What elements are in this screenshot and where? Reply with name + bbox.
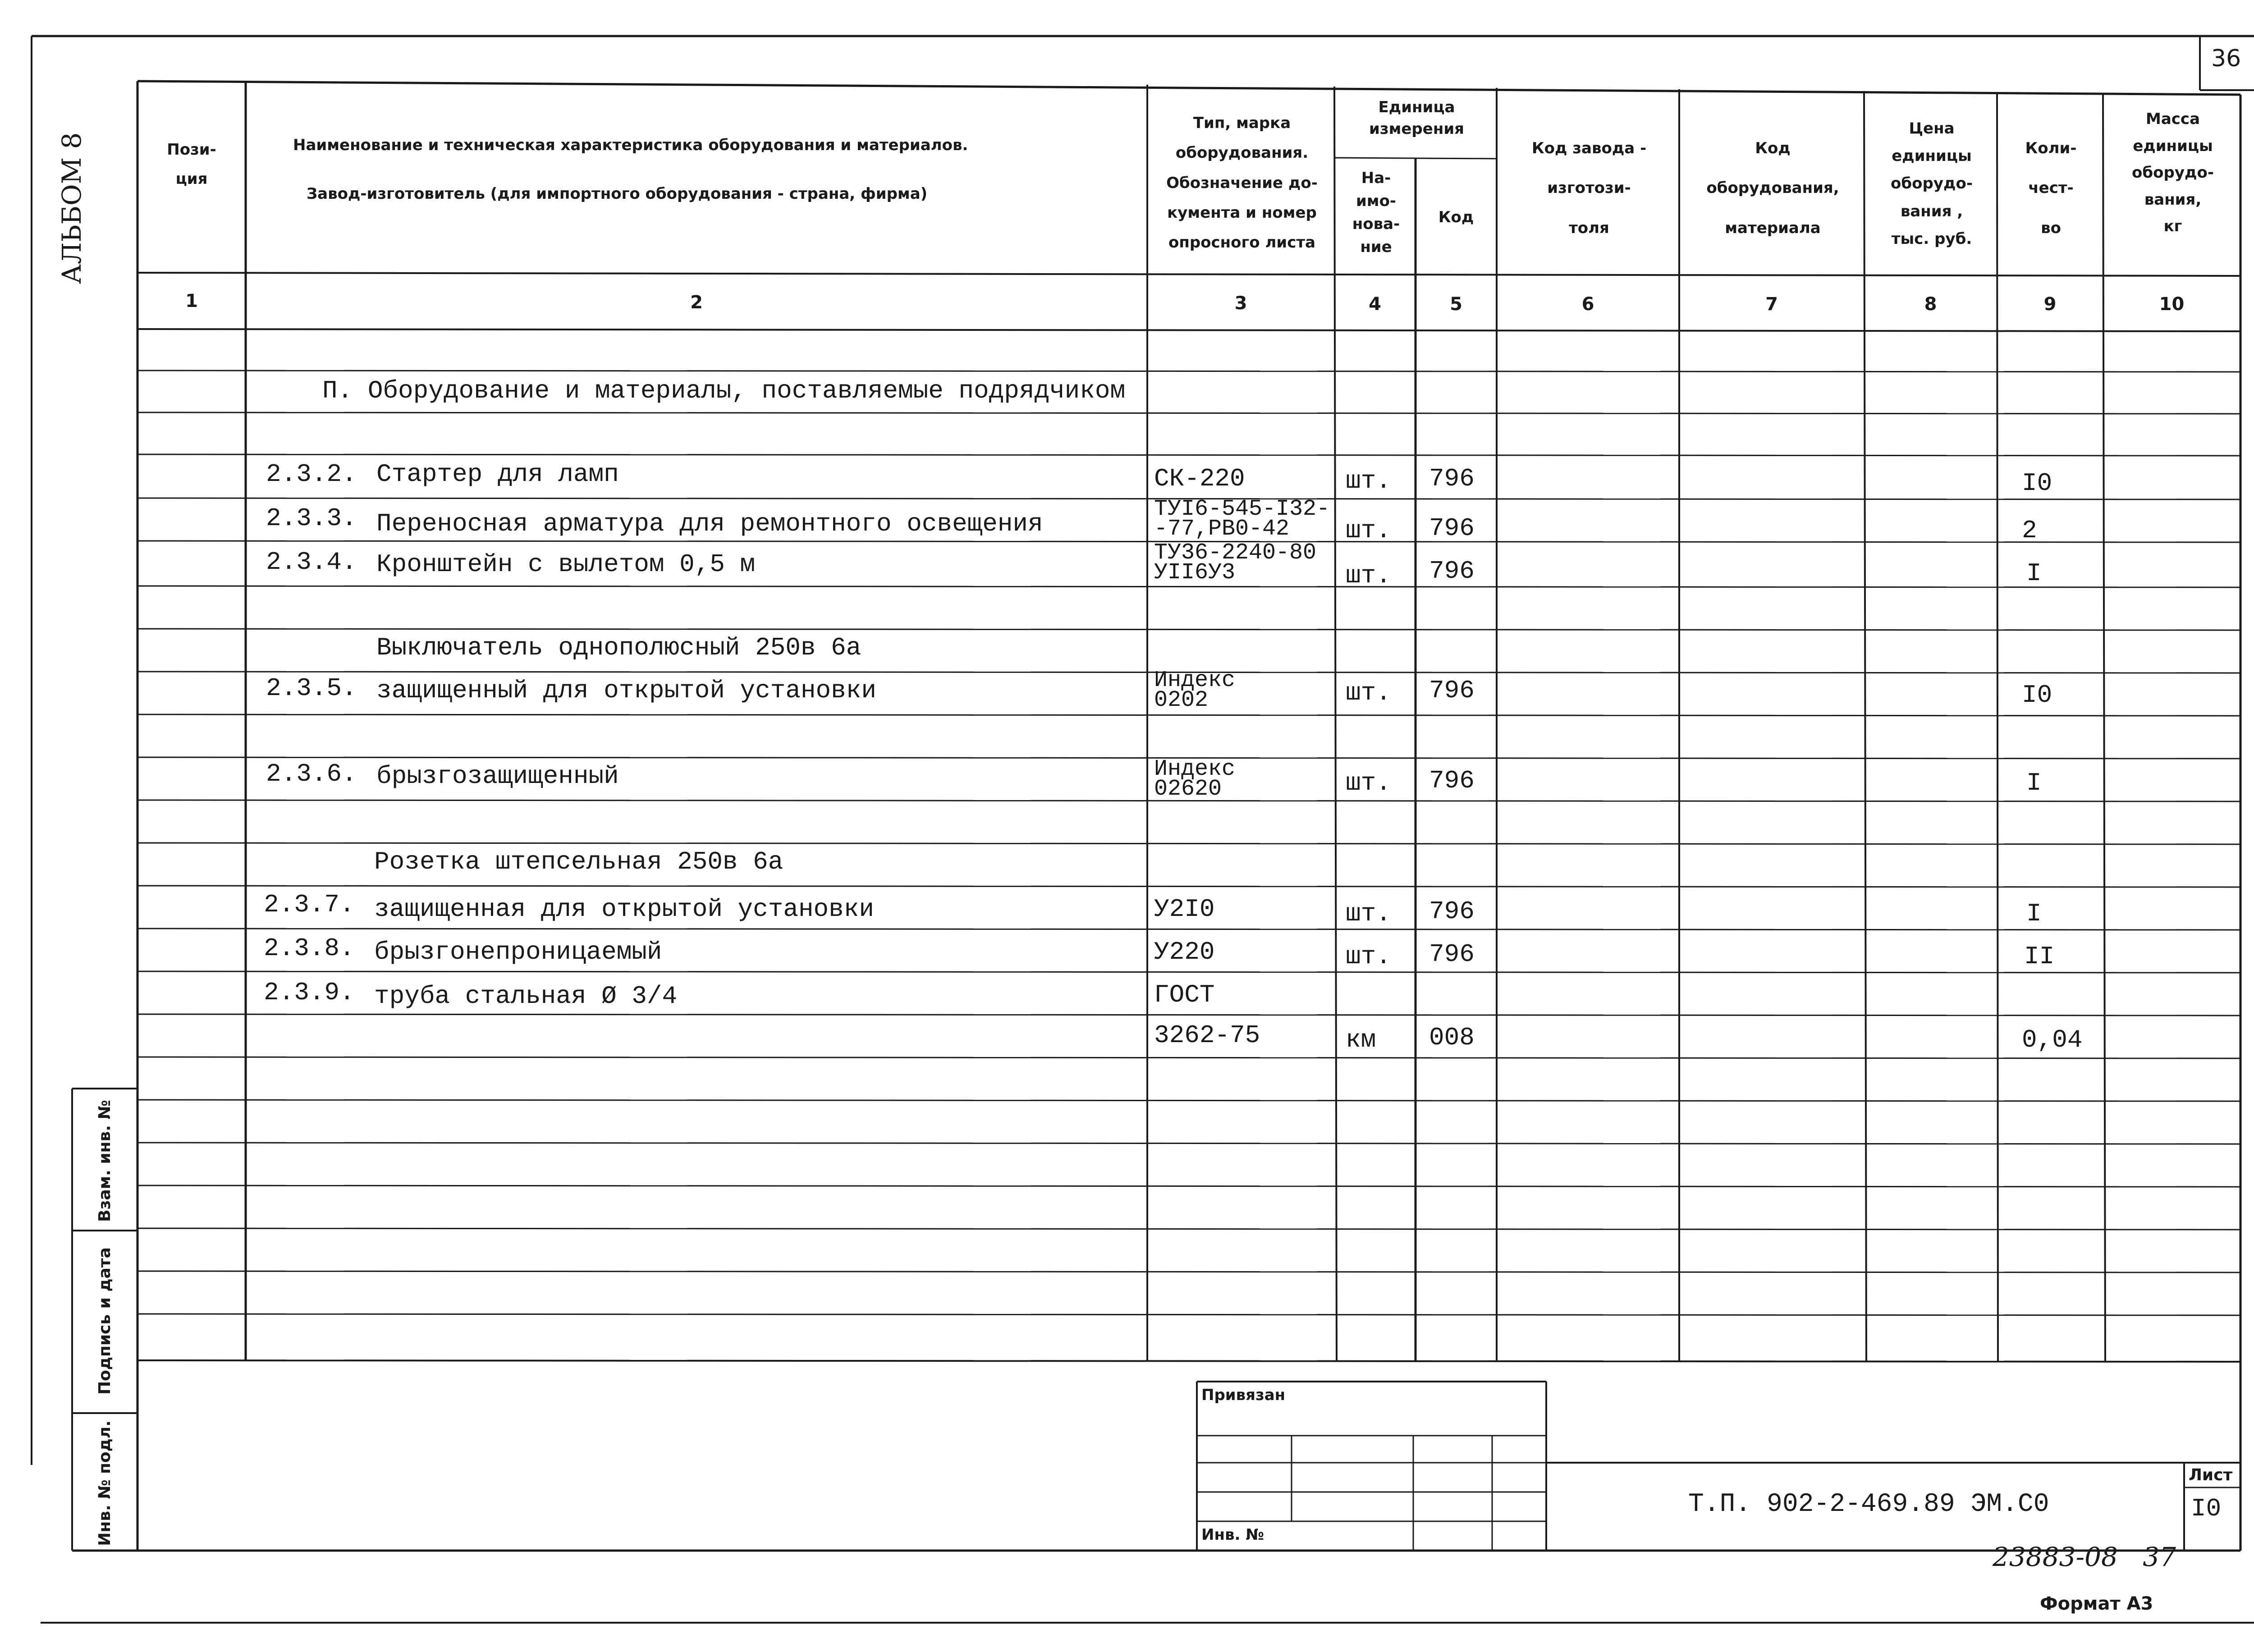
header-name-line2: Завод-изготовитель (для импортного оборудования - страна, фирма) — [307, 185, 928, 203]
row-unit-code: 796 — [1429, 940, 1475, 969]
row-name: защищенная для открытой установки — [374, 895, 874, 924]
row-position: 2.3.2. — [266, 460, 357, 489]
row-quantity: II — [2024, 942, 2055, 971]
header-mass: Масса единицы оборудо- вания, кг — [2132, 110, 2214, 235]
row-quantity: 2 — [2022, 516, 2037, 545]
row-position: 2.3.3. — [266, 504, 357, 533]
col-num-10: 10 — [2159, 294, 2185, 315]
section-title: П. Оборудование и материалы, поставляемые подрядчиком — [322, 376, 1126, 405]
header-name-line1: Наименование и техническая характеристика оборудования и материалов. — [293, 136, 968, 154]
document-code: Т.П. 902-2-469.89 ЭМ.С0 — [1688, 1490, 2049, 1519]
page-number: 36 — [2211, 45, 2241, 72]
row-type: ГОСТ — [1154, 980, 1215, 1009]
header-unit-name: На- имо- нова- ние — [1352, 169, 1400, 256]
row-quantity: 0,04 — [2022, 1025, 2083, 1054]
stamp-inv-label: Инв. № подл. — [96, 1420, 114, 1546]
row-unit-code: 796 — [1429, 766, 1475, 795]
inv-no-label: Инв. № — [1201, 1526, 1264, 1544]
row-quantity: I0 — [2022, 469, 2052, 498]
col-num-2: 2 — [690, 292, 703, 313]
row-unit-code: 008 — [1429, 1023, 1475, 1052]
row-unit-code: 796 — [1429, 676, 1475, 705]
stamp-inv-cell — [72, 1413, 137, 1551]
row-name: Стартер для ламп — [376, 460, 619, 489]
col-num-5: 5 — [1450, 294, 1462, 315]
list-number: I0 — [2191, 1494, 2222, 1523]
header-position: Пози- ция — [167, 141, 216, 188]
row-unit: шт. — [1346, 561, 1391, 590]
header-type: Тип, марка оборудования. Обозначение до- кумента и номер опросного листа — [1166, 114, 1318, 252]
row-type: Индекс 0202 — [1154, 668, 1236, 713]
row-name: труба стальная Ø 3/4 — [374, 982, 678, 1011]
row-position: 2.3.6. — [266, 760, 357, 788]
row-type: Индекс 02620 — [1154, 756, 1236, 802]
row-name: Кронштейн с вылетом 0,5 м — [376, 550, 756, 579]
row-position: 2.3.7. — [264, 890, 355, 919]
row-unit-code: 796 — [1429, 897, 1475, 926]
format-label: Формат А3 — [2040, 1593, 2153, 1614]
row-unit-code: 796 — [1429, 557, 1475, 586]
col-num-9: 9 — [2043, 294, 2057, 315]
row-type: 3262-75 — [1154, 1021, 1260, 1050]
row-position: 2.3.8. — [264, 934, 355, 963]
album-label: АЛЬБОМ 8 — [56, 132, 87, 284]
col-num-1: 1 — [185, 291, 198, 311]
handwritten-number: 23883-08 37 — [1993, 1542, 2176, 1572]
row-name: брызгозащищенный — [376, 762, 619, 791]
row-quantity: I — [2026, 769, 2042, 797]
row-unit: шт. — [1346, 899, 1391, 928]
row-quantity: I — [2026, 559, 2042, 588]
stamp-podpis-cell — [72, 1231, 137, 1413]
row-unit: шт. — [1346, 467, 1391, 495]
header-manufacturer-code: Код завода - изготози- толя — [1531, 139, 1647, 237]
stamp-podpis-label: Подпись и дата — [96, 1247, 114, 1395]
row-position: 2.3.4. — [266, 548, 357, 577]
col-num-8: 8 — [1924, 294, 1937, 315]
row-type: У220 — [1154, 938, 1215, 966]
col-num-7: 7 — [1765, 294, 1778, 315]
row-unit: шт. — [1346, 942, 1391, 971]
row-type: ТУ36-2240-80 УII6У3 — [1154, 540, 1317, 586]
group-title-switch: Выключатель однополюсный 250в 6а — [376, 633, 861, 662]
row-type: СК-220 — [1154, 464, 1245, 493]
col-num-6: 6 — [1581, 294, 1594, 315]
header-price: Цена единицы оборудо- вания , тыс. руб. — [1891, 119, 1973, 248]
row-position: 2.3.5. — [266, 674, 357, 703]
row-unit: км — [1346, 1025, 1376, 1054]
row-name: защищенный для открытой установки — [376, 676, 876, 705]
row-type: У2I0 — [1154, 895, 1215, 924]
stamp-vzam-label: Взам. инв. № — [96, 1100, 114, 1222]
row-type: ТУI6-545-I32- -77,РВ0-42 — [1154, 496, 1330, 542]
row-name: Переносная арматура для ремонтного освещения — [376, 509, 1043, 538]
col-num-4: 4 — [1369, 294, 1381, 315]
row-unit: шт. — [1346, 516, 1391, 545]
col-num-3: 3 — [1234, 293, 1247, 314]
row-quantity: I0 — [2022, 681, 2052, 709]
row-unit: шт. — [1346, 678, 1391, 707]
row-unit-code: 796 — [1429, 514, 1475, 543]
header-unit-code: Код — [1438, 208, 1474, 226]
privyazan-label: Привязан — [1201, 1386, 1286, 1404]
header-equipment-code: Код оборудования, материала — [1706, 139, 1839, 237]
row-name: брызгонепроницаемый — [374, 938, 662, 966]
row-quantity: I — [2026, 899, 2042, 928]
list-label: Лист — [2189, 1466, 2233, 1484]
row-position: 2.3.9. — [264, 978, 355, 1007]
stamp-vzam-cell — [72, 1089, 137, 1231]
row-unit: шт. — [1346, 769, 1391, 797]
header-quantity: Коли- чест- во — [2025, 139, 2077, 237]
row-unit-code: 796 — [1429, 464, 1475, 493]
header-unit-group: Единица измерения — [1369, 98, 1464, 138]
group-title-socket: Розетка штепсельная 250в 6а — [374, 847, 783, 876]
